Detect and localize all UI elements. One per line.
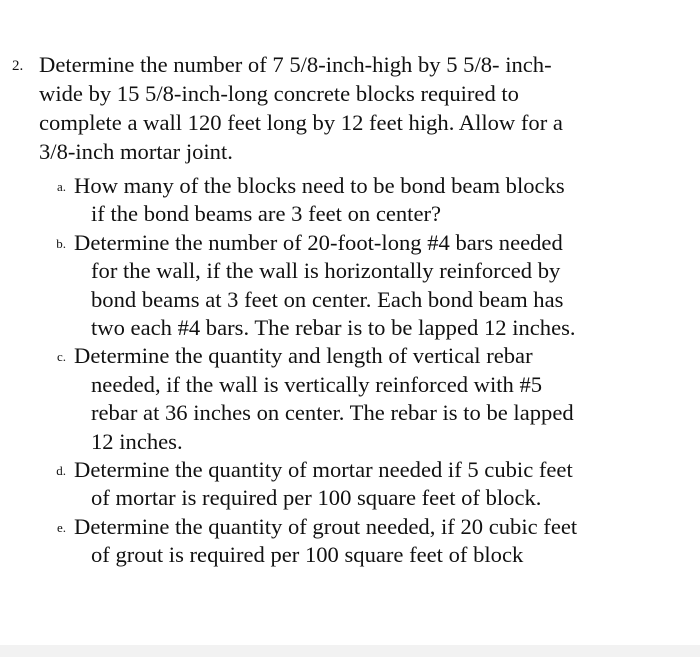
subquestion-letter: a. — [56, 179, 66, 194]
problem-line: Determine the number of 7 5/8-inch-high by 5 5/8- inch- — [39, 52, 552, 77]
subquestion-line: Determine the quantity of mortar needed if 5 cubic feet — [74, 457, 573, 483]
subquestion-list — [12, 172, 672, 570]
subquestion-line: for the wall, if the wall is horizontally reinforced by — [91, 258, 561, 284]
subquestion-line: needed, if the wall is vertically reinforced with #5 — [91, 371, 543, 397]
problem-statement — [12, 50, 672, 166]
subquestion-d — [52, 456, 672, 513]
subquestion-line: Determine the number of 20-foot-long #4 bars needed — [74, 229, 563, 255]
subquestion-letter: d. — [56, 463, 66, 479]
problem-2 — [12, 50, 672, 570]
subquestion-line: bond beams at 3 feet on center. Each bond beam has — [91, 286, 564, 312]
subquestion-letter: c. — [56, 349, 66, 365]
subquestion-c — [52, 342, 672, 456]
problem-line: wide by 15 5/8-inch-long concrete blocks required to — [39, 81, 519, 106]
subquestion-line: 12 inches. — [91, 428, 183, 454]
problem-line: 3/8-inch mortar joint. — [39, 139, 233, 164]
subquestion-b — [52, 229, 672, 343]
subquestion-line: two each #4 bars. The rebar is to be lapped 12 inches. — [91, 315, 576, 341]
subquestion-e — [52, 513, 672, 570]
problem-number: 2. — [12, 58, 24, 74]
subquestion-line: of grout is required per 100 square feet of block — [91, 542, 524, 568]
problem-line: complete a wall 120 feet long by 12 feet high. Allow for a — [39, 110, 563, 135]
subquestion-a — [52, 172, 672, 229]
subquestion-line: rebar at 36 inches on center. The rebar is to be lapped — [91, 400, 574, 426]
subquestion-line: if the bond beams are 3 feet on center? — [91, 201, 442, 227]
bottom-divider-strip — [0, 645, 700, 657]
subquestion-letter: b. — [56, 235, 66, 251]
subquestion-letter: e. — [56, 519, 66, 535]
subquestion-line: Determine the quantity and length of vertical rebar — [74, 343, 533, 369]
subquestion-line: Determine the quantity of grout needed, if 20 cubic feet — [74, 513, 578, 539]
subquestion-line: of mortar is required per 100 square feet of block. — [91, 485, 542, 511]
subquestion-line: How many of the blocks need to be bond beam blocks — [74, 173, 565, 198]
